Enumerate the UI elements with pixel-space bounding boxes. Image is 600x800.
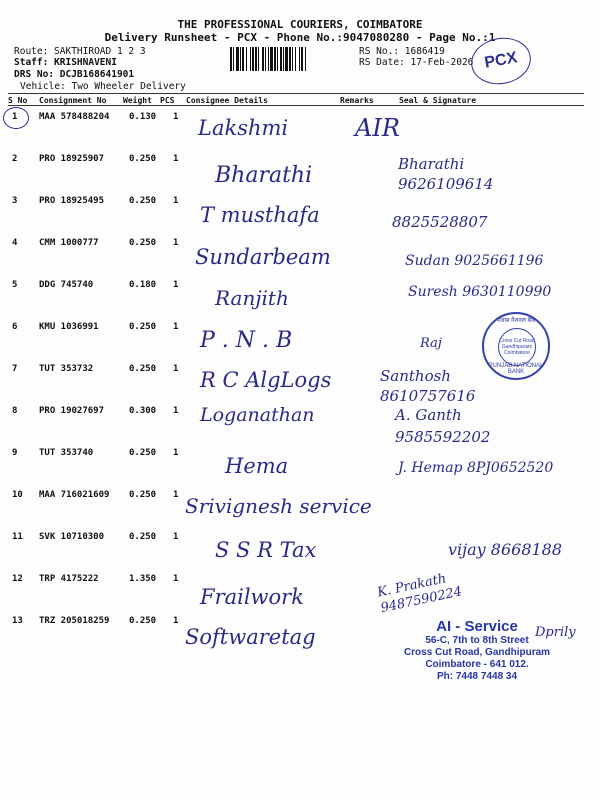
row-weight: 0.250 <box>129 532 157 542</box>
rs-number: RS No.: 1686419 <box>359 46 445 57</box>
signature-handwriting: Bharathi 9626109614 <box>398 155 494 193</box>
row-weight: 0.250 <box>129 364 157 374</box>
row-weight: 0.250 <box>129 322 157 332</box>
row-consignment: PRO 19027697 <box>39 406 105 416</box>
row-pcs: 1 <box>173 532 179 542</box>
row-weight: 0.130 <box>129 112 157 122</box>
seal-bank-name: PUNJAB NATIONAL BANK <box>488 363 544 375</box>
staff-label: Staff: KRISHNAVENI <box>14 57 117 68</box>
seal-top-text: पंजाब नैशनल बैंक <box>496 318 536 324</box>
row-sno: 9 <box>12 448 18 458</box>
consignee-handwriting: Hema <box>225 454 289 478</box>
consignee-handwriting: Frailwork <box>200 585 304 609</box>
drs-label: DRS No: DCJB168641901 <box>14 69 135 80</box>
row-weight: 0.250 <box>129 490 157 500</box>
pcx-stamp: PCX <box>467 33 534 89</box>
col-consignment: Consignment No <box>39 96 107 105</box>
row-weight: 0.180 <box>129 280 157 290</box>
row-sno: 2 <box>12 154 18 164</box>
row-pcs: 1 <box>173 406 179 416</box>
row-consignment: MAA 578488204 <box>39 112 110 122</box>
row-weight: 0.250 <box>129 238 157 248</box>
row-consignment: TRP 4175222 <box>39 574 99 584</box>
row-pcs: 1 <box>173 448 179 458</box>
consignee-handwriting: Ranjith <box>215 286 289 310</box>
signature-handwriting: K. Prakath 9487590224 <box>376 571 464 617</box>
signature-handwriting: Sudan 9025661196 <box>405 253 544 269</box>
row-weight: 0.300 <box>129 406 157 416</box>
row-consignment: TRZ 205018259 <box>39 616 110 626</box>
row-consignment: CMM 1000777 <box>39 238 99 248</box>
row-sno: 13 <box>12 616 23 626</box>
barcode <box>230 47 355 71</box>
remarks-handwriting: AIR <box>355 114 400 142</box>
row-consignment: TUT 353732 <box>39 364 94 374</box>
signature-handwriting: Suresh 9630110990 <box>408 284 552 300</box>
rs-date: RS Date: 17-Feb-2026 <box>359 57 474 68</box>
seal-inner: Cross Cut Road Gandhipuram Coimbatore <box>498 328 536 366</box>
row-sno: 11 <box>12 532 23 542</box>
row-sno: 1 <box>12 112 18 122</box>
signature-handwriting: Raj <box>420 336 442 351</box>
row-weight: 0.250 <box>129 616 157 626</box>
col-weight: Weight <box>123 96 152 105</box>
row-consignment: SVK 10710300 <box>39 532 105 542</box>
row-consignment: PRO 18925495 <box>39 196 105 206</box>
row-weight: 1.350 <box>129 574 157 584</box>
row-consignment: KMU 1036991 <box>39 322 99 332</box>
row-pcs: 1 <box>173 112 179 122</box>
header-rule-top <box>8 93 584 94</box>
signature-handwriting: J. Hemap 8PJ0652520 <box>398 460 554 476</box>
company-title: THE PROFESSIONAL COURIERS, COIMBATORE <box>177 18 423 31</box>
row-pcs: 1 <box>173 238 179 248</box>
signature-handwriting: Dprily <box>535 625 576 640</box>
signature-handwriting: Santhosh 8610757616 <box>380 367 476 405</box>
row-sno: 5 <box>12 280 18 290</box>
signature-handwriting: vijay 8668188 <box>448 540 563 559</box>
consignee-handwriting: Srivignesh service <box>185 494 372 518</box>
col-consignee: Consignee Details <box>186 96 268 105</box>
consignee-handwriting: Sundarbeam <box>195 245 331 269</box>
row-pcs: 1 <box>173 154 179 164</box>
runsheet-subtitle: Delivery Runsheet - PCX - Phone No.:9047080280 - Page No.:1 <box>104 31 496 44</box>
row-pcs: 1 <box>173 574 179 584</box>
consignee-handwriting: Bharathi <box>215 163 313 188</box>
row-sno: 10 <box>12 490 23 500</box>
ai-service-stamp <box>392 618 562 683</box>
consignee-handwriting: R C AlgLogs <box>200 368 332 392</box>
row-consignment: PRO 18925907 <box>39 154 105 164</box>
row-pcs: 1 <box>173 364 179 374</box>
row-pcs: 1 <box>173 616 179 626</box>
row-consignment: TUT 353740 <box>39 448 94 458</box>
vehicle-label: Vehicle: Two Wheeler Delivery <box>20 81 186 92</box>
row-sno: 12 <box>12 574 23 584</box>
consignee-handwriting: Softwaretag <box>185 625 316 649</box>
header-rule-bottom <box>8 105 584 106</box>
row-consignment: MAA 716021609 <box>39 490 110 500</box>
bank-seal <box>482 312 550 380</box>
row-weight: 0.250 <box>129 196 157 206</box>
signature-handwriting: A. Ganth 9585592202 <box>395 406 491 446</box>
route-label: Route: SAKTHIROAD 1 2 3 <box>14 46 146 57</box>
stamp-address-3: Coimbatore - 641 012. <box>425 659 529 670</box>
stamp-phone: Ph: 7448 7448 34 <box>436 671 518 682</box>
signature-handwriting: 8825528807 <box>392 213 488 231</box>
consignee-handwriting: P . N . B <box>200 328 293 353</box>
col-remarks: Remarks <box>340 96 374 105</box>
table-row <box>0 112 600 154</box>
consignee-handwriting: S S R Tax <box>215 538 317 562</box>
stamp-name: AI - Service <box>436 618 518 635</box>
consignee-handwriting: Loganathan <box>200 404 315 426</box>
row-pcs: 1 <box>173 322 179 332</box>
row-weight: 0.250 <box>129 154 157 164</box>
col-sno: S No <box>8 96 28 105</box>
consignee-handwriting: T musthafa <box>200 203 320 227</box>
stamp-address-1: 56-C, 7th to 8th Street <box>425 635 529 646</box>
barcode-bar <box>306 47 307 71</box>
row-consignment: DDG 745740 <box>39 280 94 290</box>
row-weight: 0.250 <box>129 448 157 458</box>
row-sno: 7 <box>12 364 18 374</box>
stamp-address-2: Cross Cut Road, Gandhipuram <box>403 647 551 658</box>
row-sno: 3 <box>12 196 18 206</box>
col-seal: Seal & Signature <box>399 96 477 105</box>
row-pcs: 1 <box>173 280 179 290</box>
row-pcs: 1 <box>173 196 179 206</box>
row-pcs: 1 <box>173 490 179 500</box>
row-sno: 8 <box>12 406 18 416</box>
col-pcs: PCS <box>160 96 175 105</box>
row-sno: 6 <box>12 322 18 332</box>
row-sno: 4 <box>12 238 18 248</box>
consignee-handwriting: Lakshmi <box>198 116 289 140</box>
